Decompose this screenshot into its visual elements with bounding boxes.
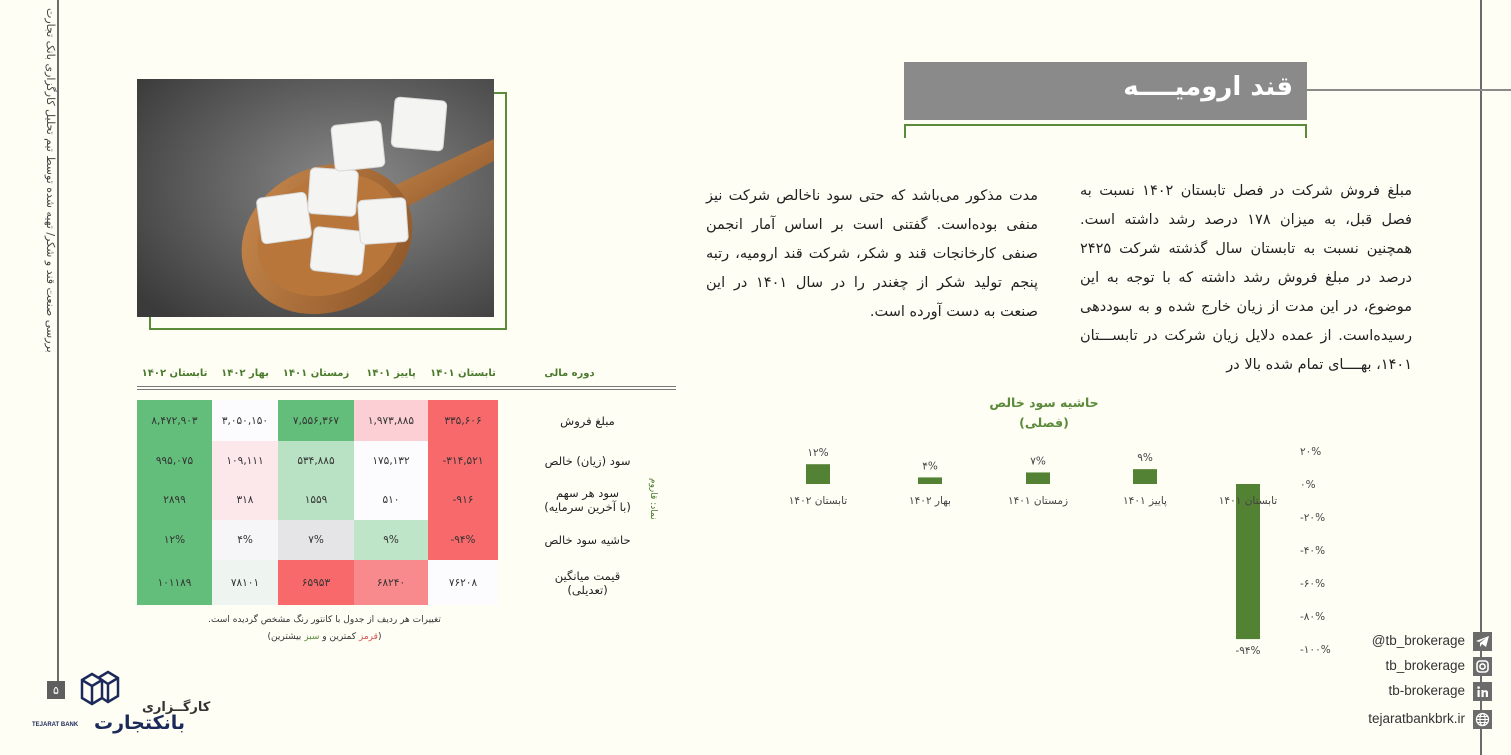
- bar-value-label: ۷%: [1030, 455, 1046, 468]
- table-column-header: پاییز ۱۴۰۱: [366, 368, 416, 379]
- table-column-header: زمستان ۱۴۰۱: [282, 368, 350, 379]
- ticker-label: نماد: قاروم: [648, 478, 658, 520]
- social-link-text[interactable]: @tb_brokerage: [1371, 633, 1465, 648]
- table-row-label: قیمت میانگین (تعدیلی): [554, 568, 621, 597]
- social-link-text[interactable]: tejaratbankbrk.ir: [1368, 711, 1465, 726]
- sugar-cubes-photo: [137, 79, 494, 317]
- logo-text-en: TEJARAT BANK: [32, 722, 79, 728]
- y-tick-label: -۸۰%: [1300, 611, 1326, 623]
- table-cell: ۵۱۰: [354, 480, 428, 520]
- chart-bar: [1236, 484, 1260, 639]
- y-tick-label: -۱۰۰%: [1300, 644, 1331, 656]
- table-cell: ۷,۵۵۶,۳۶۷: [278, 400, 354, 441]
- chart-title: حاشیه سود خالص (فصلی): [944, 393, 1144, 433]
- table-cell: ۱۷۵,۱۳۲: [354, 441, 428, 480]
- y-tick-label: -۲۰%: [1300, 512, 1326, 524]
- table-row-label: سود (زیان) خالص: [544, 453, 631, 468]
- x-category-label: تابستان ۱۴۰۱: [1218, 495, 1278, 507]
- logo-text-main: بانکتجارت: [94, 712, 186, 734]
- table-cell: ۲۸۹۹: [137, 480, 212, 520]
- x-category-label: زمستان ۱۴۰۱: [1007, 495, 1069, 507]
- table-cell: -۳۱۴,۵۲۱: [428, 441, 498, 480]
- table-cell: ۱۰۱۱۸۹: [137, 560, 212, 605]
- side-caption: بررسی صنعت قند و شکر/ تهیه شده توسط تیم تحلیل کارگزاری بانک تجارت: [44, 8, 57, 353]
- table-cell: ۴%: [212, 520, 278, 560]
- table-column-header: تابستان ۱۴۰۱: [430, 368, 496, 379]
- table-column-header: بهار ۱۴۰۲: [221, 368, 269, 379]
- chart-bar: [806, 464, 830, 484]
- table-cell: ۱۰۹,۱۱۱: [212, 441, 278, 480]
- table-header-rule: [137, 389, 676, 390]
- telegram-icon[interactable]: [1473, 632, 1492, 651]
- bar-value-label: ۴%: [922, 460, 938, 473]
- title-banner: [904, 62, 1307, 120]
- table-header-label: دوره مالی: [544, 368, 595, 379]
- bar-value-label: -۹۴%: [1235, 645, 1261, 658]
- table-cell: ۷۸۱۰۱: [212, 560, 278, 605]
- table-column-header: تابستان ۱۴۰۲: [141, 368, 208, 379]
- x-category-label: بهار ۱۴۰۲: [909, 495, 951, 507]
- page-title: قند ارومیــــه: [1123, 72, 1293, 102]
- table-row-label: حاشیه سود خالص: [544, 533, 631, 547]
- table-cell: ۷۶۲۰۸: [428, 560, 498, 605]
- left-divider: [57, 0, 59, 683]
- chart-subtitle: (فصلی): [1019, 415, 1069, 430]
- x-category-label: تابستان ۱۴۰۲: [788, 495, 848, 507]
- table-cell: ۱,۹۷۳,۸۸۵: [354, 400, 428, 441]
- table-note-legend: (قرمز کمترین و سبز بیشترین): [267, 632, 382, 642]
- table-cell: ۹۹۵,۰۷۵: [137, 441, 212, 480]
- instagram-icon[interactable]: [1473, 657, 1492, 676]
- net-margin-bar-chart: [760, 430, 1360, 670]
- chart-bar: [1026, 472, 1050, 484]
- cube-logo-icon: [78, 668, 122, 708]
- globe-icon[interactable]: [1473, 710, 1492, 729]
- table-cell: ۶۸۲۴۰: [354, 560, 428, 605]
- table-cell: ۶۵۹۵۳: [278, 560, 354, 605]
- legend-green: سبز: [304, 632, 320, 642]
- table-cell: ۱۲%: [137, 520, 212, 560]
- table-cell: ۷%: [278, 520, 354, 560]
- table-note: تغییرات هر ردیف از جدول با کانتور رنگ مشخص گردیده است.: [208, 615, 441, 625]
- table-row-label: سود هر سهم (با آخرین سرمایه): [544, 486, 631, 514]
- y-tick-label: -۴۰%: [1300, 545, 1326, 557]
- page-number: ۵: [47, 681, 65, 699]
- legend-red: قرمز: [358, 632, 378, 642]
- bar-value-label: ۹%: [1137, 452, 1153, 465]
- table-cell: -۹۱۶: [428, 480, 498, 520]
- table-row-label: مبلغ فروش: [560, 413, 615, 428]
- y-tick-label: -۶۰%: [1300, 578, 1326, 590]
- logo-text-top: کارگــزاری: [142, 700, 211, 715]
- paragraph-right: مبلغ فروش شرکت در فصل تابستان ۱۴۰۲ نسبت به فصل قبل، به میزان ۱۷۸ درصد رشد داشته است. همچنین نسبت به تابستان سال گذشته شرکت ۲۴۲۵ درصد در مبلغ فروش رشد داشته که با توجه به این موضوع، در این مدت از زیان خارج شده و به سوددهی رسیده‌است. از عمده دلایل زیان شرکت در تابســـتان ۱۴۰۱، بهــــای تمام شده بالا در: [1080, 183, 1412, 373]
- table-cell: ۵۳۴,۸۸۵: [278, 441, 354, 480]
- title-underline-bracket: [904, 124, 1307, 138]
- table-cell: -۹۴%: [428, 520, 498, 560]
- company-logo: [30, 668, 211, 748]
- bar-value-label: ۱۲%: [807, 447, 829, 460]
- chart-bar: [918, 477, 942, 484]
- table-cell: ۳۱۸: [212, 480, 278, 520]
- linkedin-icon[interactable]: [1473, 682, 1492, 701]
- title-connector-line: [1307, 89, 1511, 91]
- table-cell: ۹%: [354, 520, 428, 560]
- y-tick-label: ۲۰%: [1300, 446, 1322, 458]
- table-cell: ۱۵۵۹: [278, 480, 354, 520]
- table-cell: ۸,۴۷۲,۹۰۳: [137, 400, 212, 441]
- chart-bar: [1133, 469, 1157, 484]
- table-cell: ۳,۰۵۰,۱۵۰: [212, 400, 278, 441]
- social-link-text[interactable]: tb_brokerage: [1385, 658, 1465, 673]
- x-category-label: پاییز ۱۴۰۱: [1123, 495, 1167, 507]
- table-cell: ۳۳۵,۶۰۶: [428, 400, 498, 441]
- table-header-rule: [137, 386, 676, 387]
- y-tick-label: ۰%: [1300, 479, 1316, 491]
- social-link-text[interactable]: tb-brokerage: [1388, 683, 1465, 698]
- paragraph-left: مدت مذکور می‌باشد که حتی سود ناخالص شرکت نیز منفی بوده‌است. گفتنی است بر اساس آمار انجمن صنفی کارخانجات قند و شکر، شرکت قند ارومیه، رتبه پنجم تولید شکر از چغندر را در سال ۱۴۰۱ در این صنعت به دست آورده است.: [706, 188, 1039, 320]
